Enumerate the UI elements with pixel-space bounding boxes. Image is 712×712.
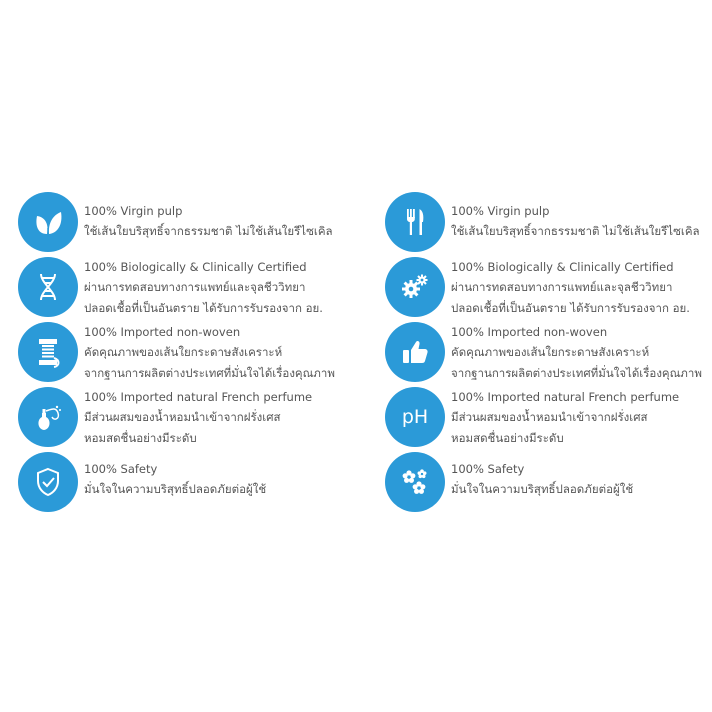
fork-knife-icon: [385, 192, 445, 252]
feature-description: ปลอดเชื้อที่เป็นอันตราย ได้รับการรับรองจาก อย.: [84, 301, 323, 315]
feature-description: มีส่วนผสมของน้ำหอมนำเข้าจากฝรั่งเศส: [84, 410, 281, 424]
feature-title: 100% Virgin pulp: [451, 204, 550, 218]
feature-title: 100% Imported natural French perfume: [84, 390, 313, 404]
feature-description: ผ่านการทดสอบทางการแพทย์และจุลชีววิทยา: [84, 280, 306, 294]
feature-description: หอมสดชื่นอย่างมีระดับ: [84, 431, 197, 445]
perfume-bottle-icon: [18, 387, 78, 447]
feature-title: 100% Virgin pulp: [84, 204, 183, 218]
feature-description: มั่นใจในความบริสุทธิ์ปลอดภัยต่อผู้ใช้: [451, 482, 634, 496]
feature-description: คัดคุณภาพของเส้นใยกระดาษสังเคราะห์: [84, 345, 283, 359]
feature-description: ใช้เส้นใยบริสุทธิ์จากธรรมชาติ ไม่ใช้เส้นใยรีไซเคิล: [451, 224, 700, 238]
feature-title: 100% Imported natural French perfume: [451, 390, 680, 404]
feature-title: 100% Biologically & Clinically Certified: [84, 260, 307, 274]
ph-icon-label: pH: [401, 406, 429, 428]
feature-title: 100% Imported non-woven: [451, 325, 608, 339]
feature-description: มีส่วนผสมของน้ำหอมนำเข้าจากฝรั่งเศส: [451, 410, 648, 424]
feature-description: มั่นใจในความบริสุทธิ์ปลอดภัยต่อผู้ใช้: [84, 482, 267, 496]
flowers-icon: [385, 452, 445, 512]
shield-check-icon: [18, 452, 78, 512]
feature-description: หอมสดชื่นอย่างมีระดับ: [451, 431, 564, 445]
dna-icon: [18, 257, 78, 317]
leaf-icon: [18, 192, 78, 252]
gears-icon: [385, 257, 445, 317]
feature-description: ผ่านการทดสอบทางการแพทย์และจุลชีววิทยา: [451, 280, 673, 294]
feature-description: จากฐานการผลิตต่างประเทศที่มั่นใจได้เรื่องคุณภาพ: [84, 366, 335, 380]
thread-spool-icon: [18, 322, 78, 382]
feature-title: 100% Imported non-woven: [84, 325, 241, 339]
feature-description: ปลอดเชื้อที่เป็นอันตราย ได้รับการรับรองจาก อย.: [451, 301, 690, 315]
feature-description: ใช้เส้นใยบริสุทธิ์จากธรรมชาติ ไม่ใช้เส้นใยรีไซเคิล: [84, 224, 333, 238]
feature-title: 100% Safety: [451, 462, 525, 476]
feature-title: 100% Biologically & Clinically Certified: [451, 260, 674, 274]
feature-description: จากฐานการผลิตต่างประเทศที่มั่นใจได้เรื่องคุณภาพ: [451, 366, 702, 380]
ph-icon: [385, 387, 445, 447]
feature-title: 100% Safety: [84, 462, 158, 476]
feature-description: คัดคุณภาพของเส้นใยกระดาษสังเคราะห์: [451, 345, 650, 359]
thumbs-up-icon: [385, 322, 445, 382]
